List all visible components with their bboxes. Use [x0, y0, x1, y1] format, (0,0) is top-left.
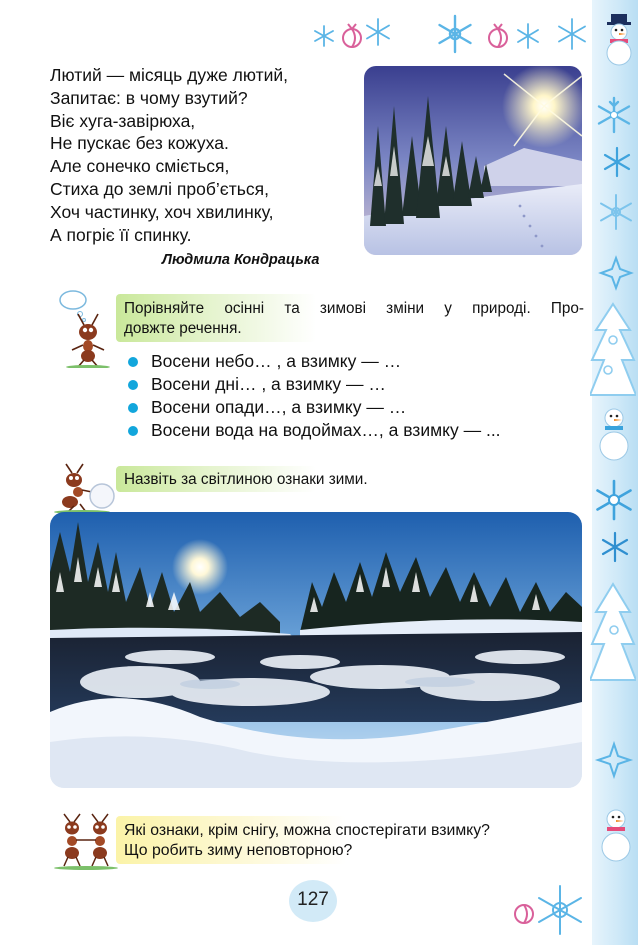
tree-icon — [590, 580, 636, 710]
winter-forest-photo — [364, 66, 582, 255]
poem-line: А погріє її спинку. — [50, 224, 192, 245]
snowflake-icon — [596, 192, 636, 232]
candy-icon — [343, 24, 507, 47]
list-item-text: Восени опади…, а взимку — … — [151, 397, 407, 417]
ant-snowball-icon — [52, 460, 118, 519]
task2-text: Назвіть за світлиною ознаки зими. — [124, 471, 368, 488]
poem-line: Віє хуга-завірюха, — [50, 110, 196, 131]
poem-line: Стиха до землі проб’ється, — [50, 178, 269, 199]
poem-line: Лютий — місяць дуже лютий, — [50, 65, 289, 85]
snowman-icon — [598, 806, 634, 864]
two-ants-icon — [52, 812, 124, 875]
list-item-text: Восени вода на водоймах…, а взимку — ... — [151, 420, 501, 440]
poem-line: Не пускає без кожуха. — [50, 133, 229, 154]
poem — [50, 64, 350, 246]
winter-border — [592, 0, 638, 945]
ant-thinking-icon — [58, 290, 114, 373]
top-decoration — [310, 8, 600, 58]
task3-text — [124, 821, 490, 861]
poem-line: Запитає: в чому взутий? — [50, 87, 248, 108]
poem-author: Людмила Кондрацька — [162, 252, 320, 268]
winter-lake-photo — [50, 512, 582, 788]
poem-line: Хоч частинку, хоч хвилинку, — [50, 201, 274, 222]
snowflake-icon — [598, 255, 634, 291]
bullet-icon — [128, 357, 138, 367]
bullet-list — [124, 350, 594, 442]
snowflake-icon — [594, 740, 634, 780]
list-item — [124, 419, 594, 442]
snowflake-icon — [592, 478, 636, 522]
task1-line2: довжте речення. — [124, 320, 242, 337]
task3-line2: Що робить зиму неповторною? — [124, 842, 353, 859]
page-number: 127 — [297, 889, 329, 910]
snowflake-icon — [510, 878, 590, 938]
task3-line1: Які ознаки, крім снігу, можна спостерігати взимку? — [124, 822, 490, 839]
list-item-text: Восени дні… , а взимку — … — [151, 374, 386, 394]
snowman-icon — [602, 14, 636, 66]
task1-line1: Порівняйте осінні та зимові зміни у природі. Про- — [124, 300, 584, 317]
snowflake-icon — [598, 530, 632, 564]
list-item — [124, 373, 594, 396]
tree-icon — [590, 300, 636, 420]
bullet-icon — [128, 380, 138, 390]
bullet-icon — [128, 403, 138, 413]
poem-line: Але сонечко сміється, — [50, 156, 230, 177]
list-item — [124, 396, 594, 419]
list-item-text: Восени небо… , а взимку — … — [151, 351, 402, 371]
snowman-icon — [596, 405, 632, 463]
bullet-icon — [128, 426, 138, 436]
list-item — [124, 350, 594, 373]
task1-text — [124, 299, 584, 339]
snowflake-icon — [594, 95, 634, 135]
snowflake-icon — [600, 145, 634, 179]
